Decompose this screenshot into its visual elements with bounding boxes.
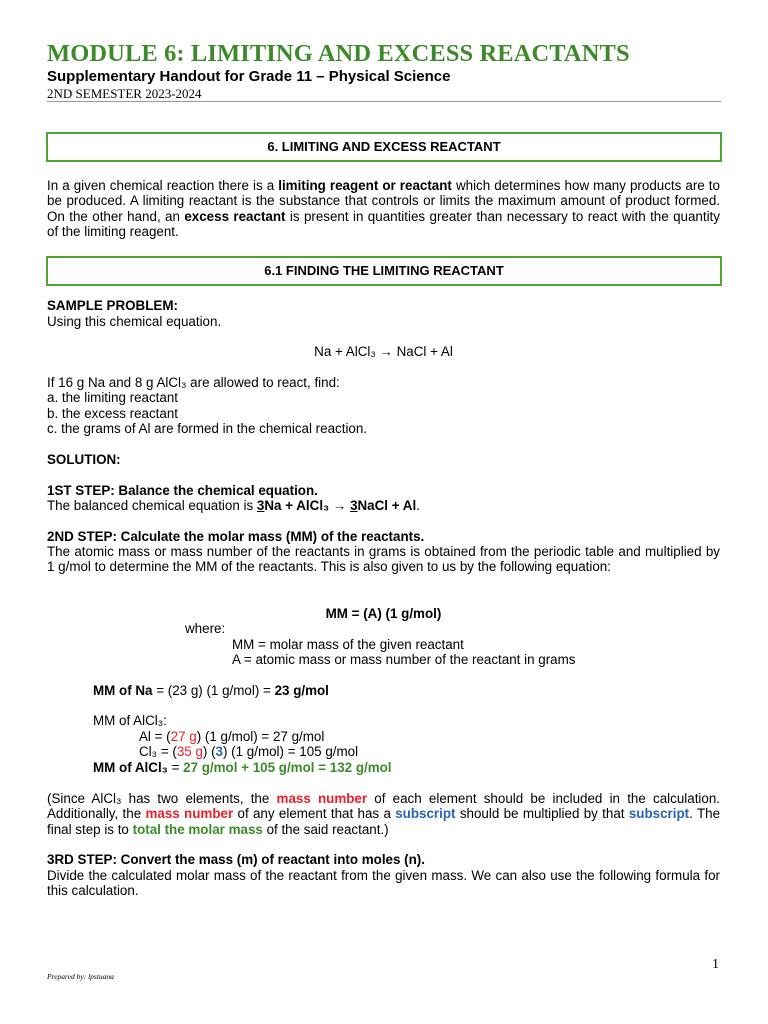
- step-2-text: The atomic mass or mass number of the reactants in grams is obtained from the periodic table and multiplied by 1 g/mol to determine the MM of the reactants. This is also given to us by the following equation:: [47, 544, 720, 575]
- text: . The final step is to: [47, 806, 721, 837]
- prepared-by: Prepared by: lpstuana: [47, 972, 114, 981]
- label: MM of AlCl₃: [93, 760, 168, 775]
- result: 27 g/mol + 105 g/mol = 132 g/mol: [183, 760, 392, 775]
- text: ) (: [202, 744, 216, 759]
- text: of the said reactant.): [262, 821, 389, 837]
- handout-subtitle: Supplementary Handout for Grade 11 – Physical Science: [47, 68, 451, 85]
- definition-a: A = atomic mass or mass number of the reactant in grams: [232, 652, 576, 667]
- term-excess-reactant: excess reactant: [184, 208, 286, 224]
- text: of any element that has a: [233, 806, 396, 822]
- step-1-heading: 1ST STEP: Balance the chemical equation.: [47, 483, 318, 498]
- equation-part: Na + AlCl₃ →: [264, 498, 351, 513]
- equation-part: NaCl + Al: [357, 498, 417, 513]
- find-item-a: a. the limiting reactant: [47, 390, 178, 405]
- section-6-1-heading-box: [46, 256, 722, 286]
- coefficient: 3: [350, 498, 358, 513]
- where-label: where:: [185, 621, 226, 636]
- solution-label: SOLUTION:: [47, 452, 121, 467]
- mm-total-line: [93, 760, 392, 775]
- calc: = (23 g) (1 g/mol) =: [152, 683, 275, 698]
- highlight-subscript: subscript: [395, 806, 456, 822]
- given-statement: If 16 g Na and 8 g AlCl₃ are allowed to react, find:: [47, 375, 340, 390]
- result: 23 g/mol: [274, 683, 329, 698]
- step-2-note: [47, 791, 720, 837]
- mm-alcl3-label: MM of AlCl₃:: [93, 713, 167, 728]
- semester-label: 2ND SEMESTER 2023-2024: [47, 86, 202, 101]
- highlight-total: total the molar mass: [132, 821, 263, 837]
- module-title: MODULE 6: LIMITING AND EXCESS REACTANTS: [47, 40, 630, 67]
- molar-mass-formula: MM = (A) (1 g/mol): [325, 606, 442, 621]
- page-number: 1: [712, 957, 719, 972]
- highlight-mass-number: mass number: [276, 791, 368, 806]
- label: MM of Na: [93, 683, 153, 698]
- chemical-equation: Na + AlCl₃ → NaCl + Al: [314, 344, 453, 359]
- header-divider: [47, 101, 721, 102]
- text: Cl₃ = (: [139, 744, 177, 759]
- text: is present in quantities greater than necessary to react with the quantity of the limiting reagent.: [47, 208, 720, 240]
- al-calc-line: [139, 729, 324, 744]
- step-3-text: Divide the calculated molar mass of the reactant from the given mass. We can also use the following formula for this calculation.: [47, 868, 720, 899]
- text: ) (1 g/mol) = 105 g/mol: [222, 744, 359, 759]
- text: (Since AlCl₃ has two elements, the: [47, 791, 277, 806]
- highlight-subscript: 3: [215, 744, 223, 759]
- step-2-heading: 2ND STEP: Calculate the molar mass (MM) of the reactants.: [47, 529, 425, 544]
- text: ) (1 g/mol) = 27 g/mol: [196, 729, 325, 744]
- section-6-heading: 6. LIMITING AND EXCESS REACTANT: [267, 139, 501, 154]
- find-item-c: c. the grams of Al are formed in the chemical reaction.: [47, 421, 368, 436]
- text: =: [167, 760, 184, 775]
- section-6-paragraph: [47, 178, 720, 240]
- highlight-subscript: subscript: [628, 806, 690, 822]
- section-6-1-heading: 6.1 FINDING THE LIMITING REACTANT: [264, 263, 504, 278]
- sample-intro: Using this chemical equation.: [47, 314, 222, 329]
- highlight-mass: 27 g: [170, 729, 197, 744]
- text: of each element should be included in the calculation. Additionally, the: [47, 791, 721, 822]
- coefficient: 3: [256, 498, 265, 513]
- mm-na-line: [93, 683, 329, 698]
- text: Al = (: [139, 729, 171, 744]
- definition-mm: MM = molar mass of the given reactant: [232, 637, 464, 652]
- text: In a given chemical reaction there is a: [47, 178, 279, 193]
- find-item-b: b. the excess reactant: [47, 406, 179, 421]
- text: should be multiplied by that: [455, 806, 629, 822]
- text: The balanced chemical equation is: [47, 498, 257, 513]
- highlight-mass: 35 g: [176, 744, 203, 759]
- text: .: [416, 498, 420, 513]
- cl-calc-line: [139, 744, 358, 759]
- highlight-mass-number: mass number: [145, 806, 234, 822]
- step-1-text: [47, 498, 720, 513]
- sample-problem-label: SAMPLE PROBLEM:: [47, 298, 178, 313]
- term-limiting-reagent: limiting reagent or reactant: [278, 178, 452, 193]
- section-6-heading-box: [46, 132, 722, 162]
- text: which determines how many products are to be produced. A limiting reactant is the substance that controls or limits the maximum amount of product formed. On the other hand, an: [47, 178, 720, 224]
- step-3-heading: 3RD STEP: Convert the mass (m) of reactant into moles (n).: [47, 852, 425, 867]
